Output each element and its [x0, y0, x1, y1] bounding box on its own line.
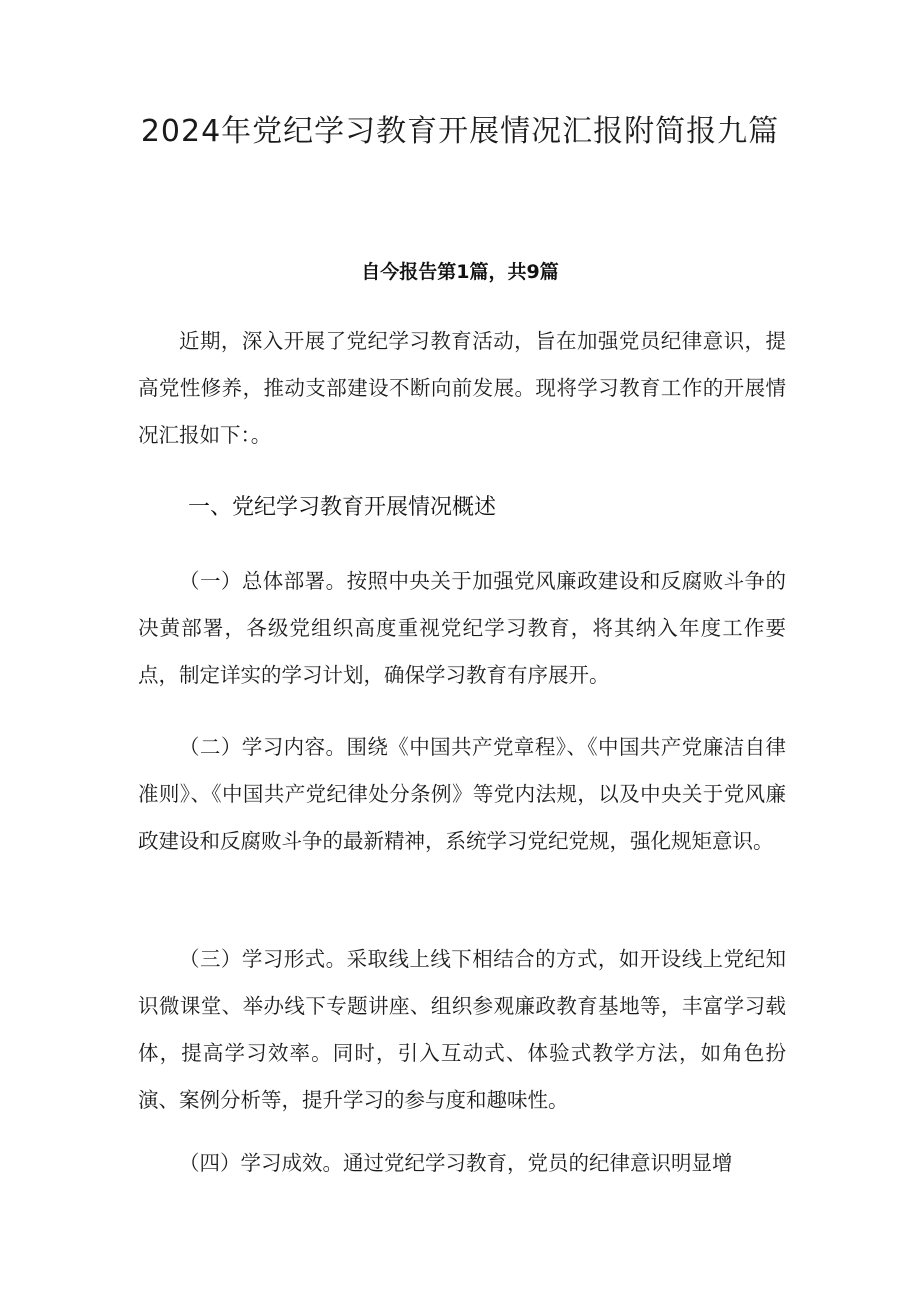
- intro-paragraph: 近期，深入开展了党纪学习教育活动，旨在加强党员纪律意识，提高党性修养，推动支部建设不断向前发展。现将学习教育工作的开展情况汇报如下：。: [138, 329, 786, 447]
- section-heading: 一、党纪学习教育开展情况概述: [188, 495, 497, 520]
- document-subtitle: 自今报告第1篇，共9篇: [361, 261, 559, 283]
- paragraph-overall-deployment: （一）总体部署。按照中央关于加强党风廉政建设和反腐败斗争的决黄部署，各级党组织高度重视党纪学习教育，将其纳入年度工作要点，制定详实的学习计划，确保学习教育有序展开。: [138, 569, 786, 687]
- paragraph-study-format: （三）学习形式。采取线上线下相结合的方式，如开设线上党纪知识微课堂、举办线下专题讲座、组织参观廉政教育基地等，丰富学习载体，提高学习效率。同时，引入互动式、体验式教学方法，如角色扮演、案例分析等，提升学习的参与度和趣味性。: [138, 947, 786, 1112]
- document-title: 2024年党纪学习教育开展情况汇报附简报九篇: [140, 114, 780, 149]
- paragraph-study-content: （二）学习内容。围绕《中国共产党章程》、《中国共产党廉洁自律准则》、《中国共产党纪律处分条例》等党内法规，以及中央关于党风廉政建设和反腐败斗争的最新精神，系统学习党纪党规，强化规矩意识。: [138, 735, 786, 853]
- paragraph-study-results: （四）学习成效。通过党纪学习教育，党员的纪律意识明显增: [179, 1151, 733, 1175]
